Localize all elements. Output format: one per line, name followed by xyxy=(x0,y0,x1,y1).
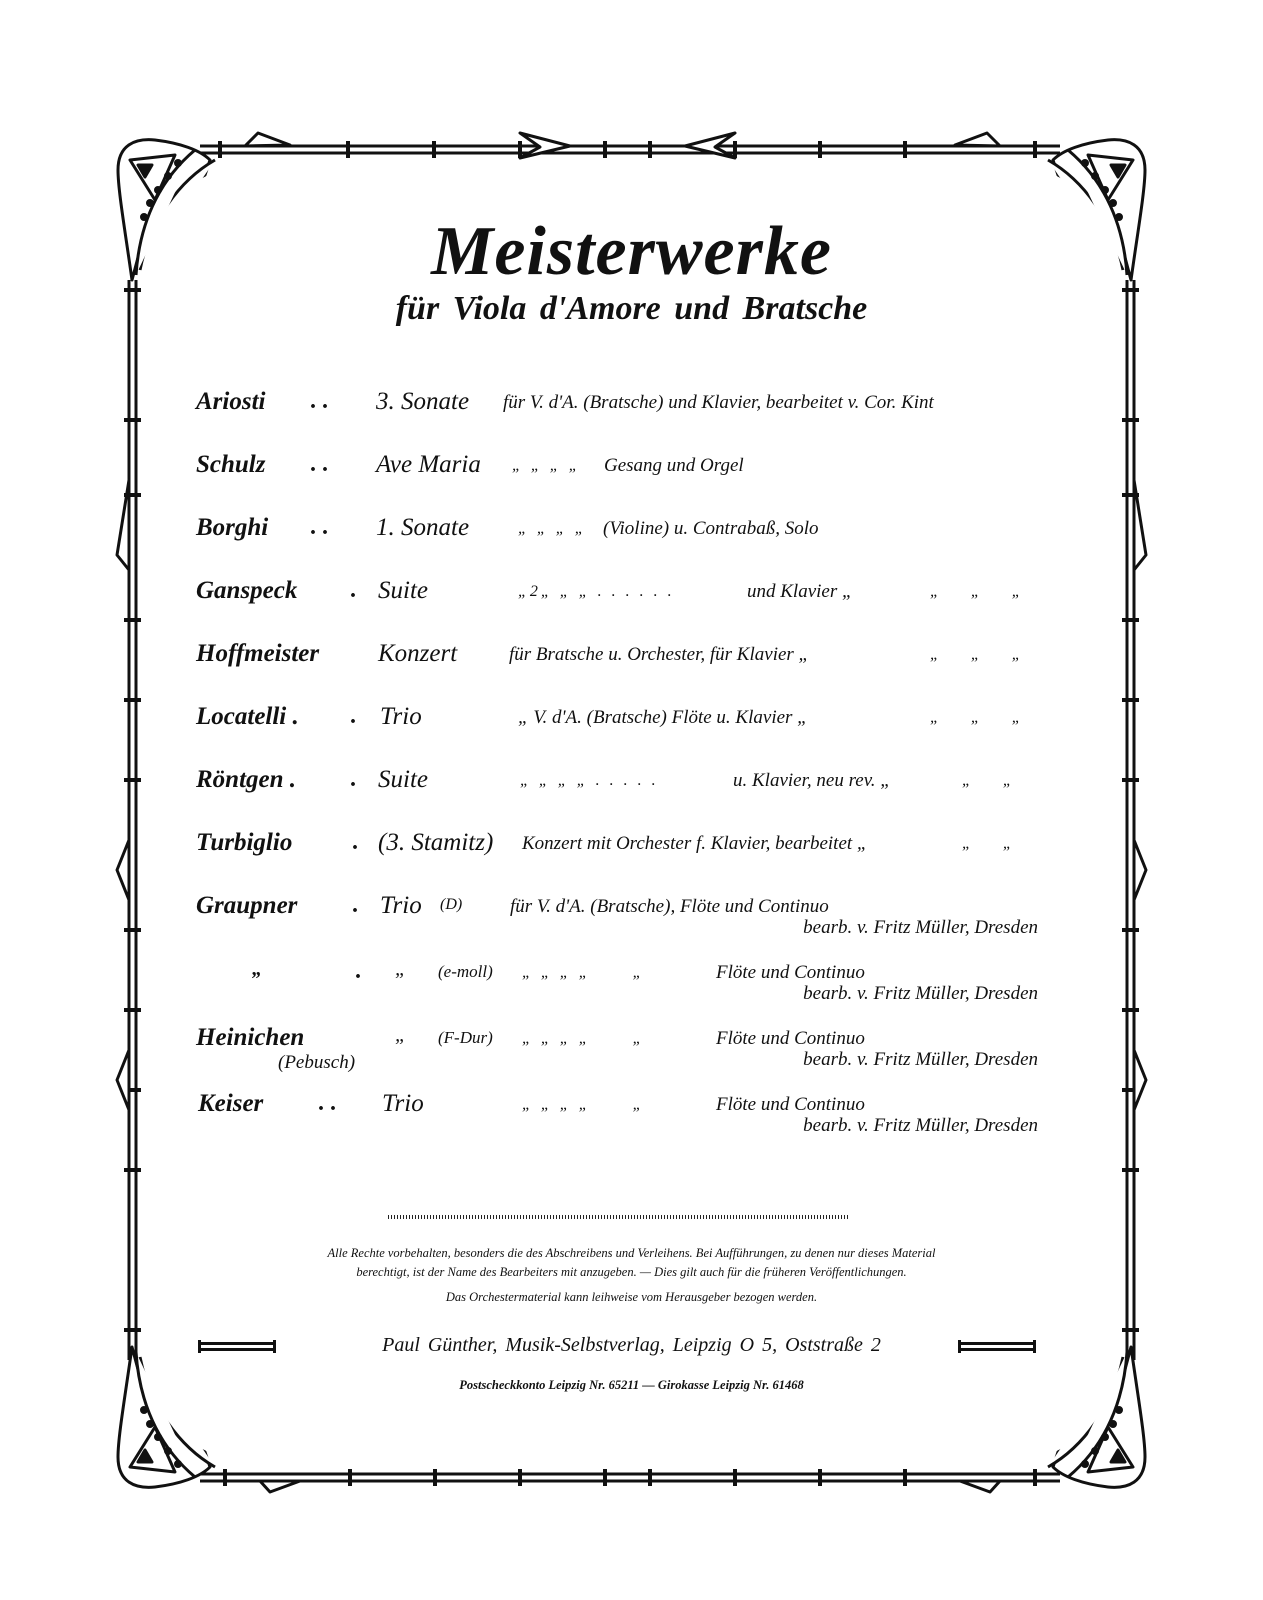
work-description: Flöte und Continuo xyxy=(716,1094,865,1115)
work-title: 3. Sonate xyxy=(376,388,470,415)
leader-dots: . xyxy=(352,892,358,918)
page-title: Meisterwerke xyxy=(431,213,832,290)
leader-dots: . xyxy=(350,577,356,603)
ditto-marks: „ „ „ „ „ xyxy=(522,1030,645,1047)
work-description: Flöte und Continuo xyxy=(716,962,865,983)
work-description: Flöte und Continuo xyxy=(716,1028,865,1049)
ditto-marks: „ „ xyxy=(962,835,1026,852)
leader-dots: . . xyxy=(310,451,328,477)
work-title: Trio xyxy=(380,703,422,730)
composer-name: Hoffmeister xyxy=(196,640,320,667)
catalog-entry xyxy=(0,703,1263,763)
leader-dots: . . xyxy=(318,1090,336,1116)
ditto-marks: „ „ „ „ . . . . . xyxy=(520,772,659,789)
orchestra-material-notice: Das Orchestermaterial kann leihweise vom Herausgeber bezogen werden. xyxy=(445,1290,818,1304)
composer-name: Graupner xyxy=(196,892,298,919)
ditto-marks: „ „ „ xyxy=(930,709,1035,726)
catalog-entry xyxy=(0,829,1263,889)
arranger: bearb. v. Fritz Müller, Dresden xyxy=(803,917,1038,938)
ditto-marks: „ „ xyxy=(962,772,1026,789)
ditto-marks: „ „ „ xyxy=(930,583,1035,600)
composer-name: Borghi xyxy=(196,514,269,541)
work-key: (e-moll) xyxy=(438,962,493,981)
leader-dots: . xyxy=(352,829,358,855)
leader-dots: . xyxy=(350,703,356,729)
work-description: und Klavier „ xyxy=(747,581,853,602)
ditto-marks: „ „ „ xyxy=(930,646,1035,663)
work-title: Suite xyxy=(378,766,428,793)
rights-notice-line: Alle Rechte vorbehalten, besonders die des Abschreibens und Verleihens. Bei Aufführungen, zu denen nur dieses Material xyxy=(327,1246,936,1260)
catalog-entry xyxy=(0,1090,1263,1150)
work-title: Suite xyxy=(378,577,428,604)
catalog-entry xyxy=(0,388,1263,448)
ditto-marks: „ „ „ „ „ xyxy=(522,964,645,981)
work-description: u. Klavier, neu rev. „ xyxy=(733,770,891,791)
work-description: „ V. d'A. (Bratsche) Flöte u. Klavier „ xyxy=(518,707,808,728)
work-title: 1. Sonate xyxy=(376,514,470,541)
arranger: bearb. v. Fritz Müller, Dresden xyxy=(803,1049,1038,1070)
publisher-address: Paul Günther, Musik-Selbstverlag, Leipzig O 5, Oststraße 2 xyxy=(382,1334,881,1356)
work-title: Konzert xyxy=(378,640,458,667)
composer-name: Keiser xyxy=(198,1090,264,1117)
work-description: für V. d'A. (Bratsche), Flöte und Continuo xyxy=(510,896,829,917)
work-title: Trio xyxy=(380,892,422,919)
leader-dots: . xyxy=(355,958,361,984)
arranger: bearb. v. Fritz Müller, Dresden xyxy=(803,1115,1038,1136)
leader-dots: . . xyxy=(310,514,328,540)
ditto-marks: „ „ „ „ „ xyxy=(522,1096,645,1113)
ditto-marks: „ „ „ „ xyxy=(512,457,581,474)
catalog-entry xyxy=(0,892,1263,952)
work-key: (F-Dur) xyxy=(438,1028,493,1047)
composer-name: Heinichen xyxy=(196,1024,305,1051)
composer-name: Röntgen . xyxy=(196,766,297,793)
composer-note: (Pebusch) xyxy=(278,1052,356,1073)
catalog-entry xyxy=(0,766,1263,826)
work-description: für Bratsche u. Orchester, für Klavier „ xyxy=(509,644,810,665)
composer-name: „ xyxy=(252,958,262,980)
work-description: (Violine) u. Contrabaß, Solo xyxy=(603,518,819,539)
catalog-entry xyxy=(0,577,1263,637)
composer-name: Turbiglio xyxy=(196,829,293,856)
composer-name: Locatelli . xyxy=(196,703,299,730)
arranger: bearb. v. Fritz Müller, Dresden xyxy=(803,983,1038,1004)
composer-name: Schulz xyxy=(196,451,266,478)
composer-name: Ganspeck xyxy=(196,577,298,604)
work-title: „ xyxy=(395,958,407,980)
work-title: (3. Stamitz) xyxy=(378,829,494,856)
catalog-entry xyxy=(0,958,1263,1018)
work-title: „ xyxy=(395,1024,407,1046)
catalog-entry xyxy=(0,451,1263,511)
catalog-entry xyxy=(0,1024,1263,1084)
work-description: Gesang und Orgel xyxy=(604,455,744,476)
divider-rule xyxy=(388,1215,850,1219)
work-description: für V. d'A. (Bratsche) und Klavier, bearbeitet v. Cor. Kint xyxy=(503,392,934,413)
catalog-entry xyxy=(0,640,1263,700)
work-title: Ave Maria xyxy=(376,451,481,478)
leader-dots: . xyxy=(350,766,356,792)
work-description: Konzert mit Orchester f. Klavier, bearbeitet „ xyxy=(522,833,868,854)
ditto-marks: „2„ „ „ . . . . . . xyxy=(518,583,675,600)
ditto-marks: „ „ „ „ xyxy=(518,520,587,537)
page-subtitle: für Viola d'Amore und Bratsche xyxy=(395,290,868,327)
bank-accounts: Postscheckkonto Leipzig Nr. 65211 — Girokasse Leipzig Nr. 61468 xyxy=(459,1378,804,1392)
work-title: Trio xyxy=(382,1090,424,1117)
rights-notice-line: berechtigt, ist der Name des Bearbeiters mit anzugeben. — Dies gilt auch für die früheren Veröffentlichungen. xyxy=(356,1265,907,1279)
decorative-bar-right xyxy=(958,1342,1036,1351)
leader-dots: . . xyxy=(310,388,328,414)
work-key: (D) xyxy=(440,896,463,913)
catalog-entry xyxy=(0,514,1263,574)
composer-name: Ariosti xyxy=(196,388,266,415)
